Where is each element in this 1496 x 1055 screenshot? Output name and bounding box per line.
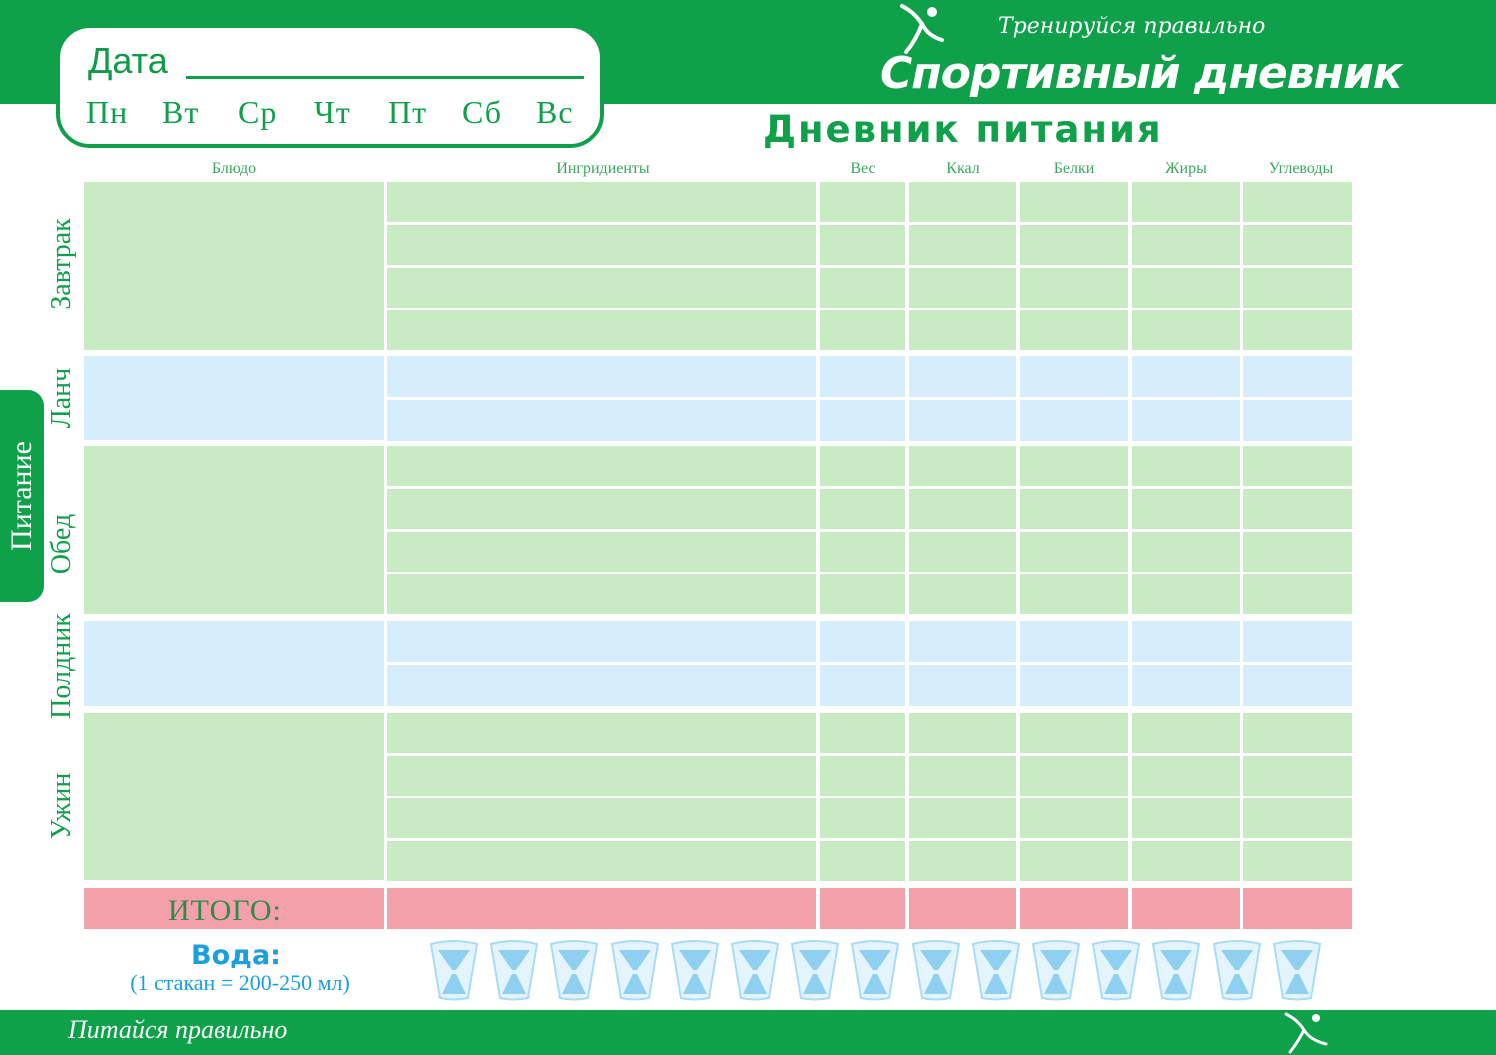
water-glass-icon[interactable] (609, 938, 661, 1002)
water-glass-icon[interactable] (488, 938, 540, 1002)
table-cell[interactable] (1243, 574, 1352, 614)
water-glass-icon[interactable] (1090, 938, 1142, 1002)
table-cell[interactable] (387, 621, 816, 662)
table-cell[interactable] (387, 798, 816, 838)
table-cell[interactable] (1243, 665, 1352, 706)
table-cell[interactable] (387, 225, 816, 265)
table-cell[interactable] (820, 798, 905, 838)
table-cell[interactable] (820, 225, 905, 265)
table-cell[interactable] (387, 310, 816, 350)
table-cell[interactable] (820, 182, 905, 222)
total-cell[interactable] (1132, 888, 1240, 929)
table-cell[interactable] (1020, 446, 1128, 486)
table-cell[interactable] (820, 532, 905, 572)
table-cell[interactable] (1132, 225, 1240, 265)
water-glass-icon[interactable] (1271, 938, 1323, 1002)
brand-tagline: Тренируйся правильно (998, 14, 1266, 39)
column-header-weight: Вес (850, 160, 876, 177)
weekday-thu[interactable]: Чт (314, 94, 351, 130)
page-title: Дневник питания (763, 108, 1163, 151)
table-cell[interactable] (1132, 665, 1240, 706)
weekday-wed[interactable]: Ср (238, 94, 278, 130)
table-cell[interactable] (909, 310, 1016, 350)
table-cell[interactable] (909, 574, 1016, 614)
table-cell[interactable] (1243, 621, 1352, 662)
table-cell[interactable] (909, 489, 1016, 529)
table-cell[interactable] (909, 356, 1016, 397)
table-cell[interactable] (387, 841, 816, 881)
weekday-sun[interactable]: Вс (536, 94, 574, 130)
table-cell[interactable] (1020, 532, 1128, 572)
table-cell[interactable] (1132, 798, 1240, 838)
table-cell[interactable] (909, 665, 1016, 706)
table-cell[interactable] (820, 400, 905, 441)
table-cell[interactable] (1132, 446, 1240, 486)
table-cell[interactable] (1020, 489, 1128, 529)
water-glass-icon[interactable] (910, 938, 962, 1002)
table-cell[interactable] (1020, 713, 1128, 753)
table-cell[interactable] (1020, 841, 1128, 881)
table-cell[interactable] (387, 182, 816, 222)
table-cell[interactable] (820, 356, 905, 397)
table-cell[interactable] (1243, 489, 1352, 529)
table-cell[interactable] (820, 574, 905, 614)
total-cell[interactable] (387, 888, 816, 929)
table-cell[interactable] (1243, 713, 1352, 753)
footer-slogan: Питайся правильно (68, 1015, 288, 1044)
water-glass-icon[interactable] (669, 938, 721, 1002)
table-cell[interactable] (387, 446, 816, 486)
dish-cell[interactable] (84, 713, 384, 880)
meal-label-supper: Ужин (46, 772, 77, 840)
water-glass-icon[interactable] (849, 938, 901, 1002)
table-cell[interactable] (1243, 400, 1352, 441)
table-cell[interactable] (1132, 621, 1240, 662)
table-cell[interactable] (1020, 798, 1128, 838)
column-header-fat: Жиры (1165, 160, 1207, 177)
table-cell[interactable] (820, 665, 905, 706)
table-cell[interactable] (820, 621, 905, 662)
brand-name: Спортивный дневник (880, 48, 1402, 99)
total-cell[interactable] (820, 888, 905, 929)
total-label: ИТОГО: (168, 894, 282, 927)
table-cell[interactable] (909, 756, 1016, 796)
table-cell[interactable] (1243, 446, 1352, 486)
date-input-line[interactable] (186, 76, 584, 79)
column-header-kcal: Ккал (946, 160, 980, 177)
table-cell[interactable] (387, 713, 816, 753)
table-cell[interactable] (1020, 400, 1128, 441)
table-cell[interactable] (1020, 225, 1128, 265)
table-cell[interactable] (909, 225, 1016, 265)
table-cell[interactable] (1243, 841, 1352, 881)
table-cell[interactable] (1020, 356, 1128, 397)
table-cell[interactable] (1132, 356, 1240, 397)
water-glass-icon[interactable] (428, 938, 480, 1002)
table-cell[interactable] (1020, 182, 1128, 222)
table-cell[interactable] (1020, 310, 1128, 350)
table-cell[interactable] (820, 489, 905, 529)
meal-label-snack: Полдник (46, 613, 77, 719)
table-cell[interactable] (820, 310, 905, 350)
dish-cell[interactable] (84, 356, 384, 440)
table-cell[interactable] (1020, 621, 1128, 662)
table-cell[interactable] (820, 841, 905, 881)
dish-cell[interactable] (84, 621, 384, 706)
table-cell[interactable] (1132, 310, 1240, 350)
meal-label-lunch: Ланч (46, 367, 77, 429)
table-cell[interactable] (1243, 756, 1352, 796)
meal-label-breakfast: Завтрак (46, 218, 77, 310)
table-cell[interactable] (387, 400, 816, 441)
table-cell[interactable] (820, 268, 905, 308)
table-cell[interactable] (387, 756, 816, 796)
table-cell[interactable] (1132, 182, 1240, 222)
table-cell[interactable] (909, 268, 1016, 308)
table-cell[interactable] (1020, 268, 1128, 308)
table-cell[interactable] (1243, 182, 1352, 222)
table-cell[interactable] (909, 400, 1016, 441)
total-cell[interactable] (1243, 888, 1352, 929)
table-cell[interactable] (1243, 532, 1352, 572)
water-glass-icon[interactable] (548, 938, 600, 1002)
table-cell[interactable] (909, 532, 1016, 572)
table-cell[interactable] (387, 574, 816, 614)
water-glass-icon[interactable] (1150, 938, 1202, 1002)
water-glass-icon[interactable] (970, 938, 1022, 1002)
weekday-sat[interactable]: Сб (462, 94, 503, 130)
date-label: Дата (88, 40, 168, 81)
table-cell[interactable] (909, 713, 1016, 753)
table-cell[interactable] (820, 713, 905, 753)
table-cell[interactable] (1020, 756, 1128, 796)
table-cell[interactable] (1132, 532, 1240, 572)
water-glass-icon[interactable] (789, 938, 841, 1002)
table-cell[interactable] (1020, 574, 1128, 614)
table-cell[interactable] (387, 268, 816, 308)
table-cell[interactable] (387, 356, 816, 397)
meal-label-dinner: Обед (46, 513, 77, 575)
total-cell[interactable] (909, 888, 1016, 929)
table-cell[interactable] (909, 621, 1016, 662)
table-cell[interactable] (1243, 310, 1352, 350)
water-title: Вода: (191, 940, 281, 971)
table-cell[interactable] (1132, 574, 1240, 614)
weekday-tue[interactable]: Вт (162, 94, 200, 130)
table-cell[interactable] (909, 446, 1016, 486)
table-cell[interactable] (820, 756, 905, 796)
column-header-protein: Белки (1053, 160, 1095, 177)
weekday-fri[interactable]: Пт (388, 94, 428, 130)
table-cell[interactable] (387, 665, 816, 706)
dish-cell[interactable] (84, 446, 384, 614)
column-header-ingredients: Ингридиенты (556, 160, 650, 177)
table-cell[interactable] (1243, 798, 1352, 838)
weekday-mon[interactable]: Пн (86, 94, 129, 130)
column-header-carbs: Углеводы (1268, 160, 1334, 177)
total-cell[interactable] (1020, 888, 1128, 929)
table-cell[interactable] (909, 841, 1016, 881)
table-cell[interactable] (1132, 713, 1240, 753)
table-cell[interactable] (909, 798, 1016, 838)
table-cell[interactable] (1132, 841, 1240, 881)
table-cell[interactable] (387, 489, 816, 529)
water-glass-icon[interactable] (1211, 938, 1263, 1002)
table-cell[interactable] (387, 532, 816, 572)
side-tab-label: Питание (5, 441, 38, 551)
table-cell[interactable] (1132, 489, 1240, 529)
runner-logo-small-icon (1280, 1010, 1336, 1055)
table-cell[interactable] (1020, 665, 1128, 706)
water-note: (1 стакан = 200-250 мл) (130, 970, 350, 995)
water-glass-icon[interactable] (729, 938, 781, 1002)
column-header-dish: Блюдо (211, 160, 257, 177)
table-cell[interactable] (1243, 356, 1352, 397)
table-cell[interactable] (909, 182, 1016, 222)
table-cell[interactable] (820, 446, 905, 486)
dish-cell[interactable] (84, 182, 384, 350)
table-cell[interactable] (1243, 268, 1352, 308)
table-cell[interactable] (1132, 400, 1240, 441)
water-glass-icon[interactable] (1030, 938, 1082, 1002)
table-cell[interactable] (1132, 268, 1240, 308)
table-cell[interactable] (1243, 225, 1352, 265)
table-cell[interactable] (1132, 756, 1240, 796)
